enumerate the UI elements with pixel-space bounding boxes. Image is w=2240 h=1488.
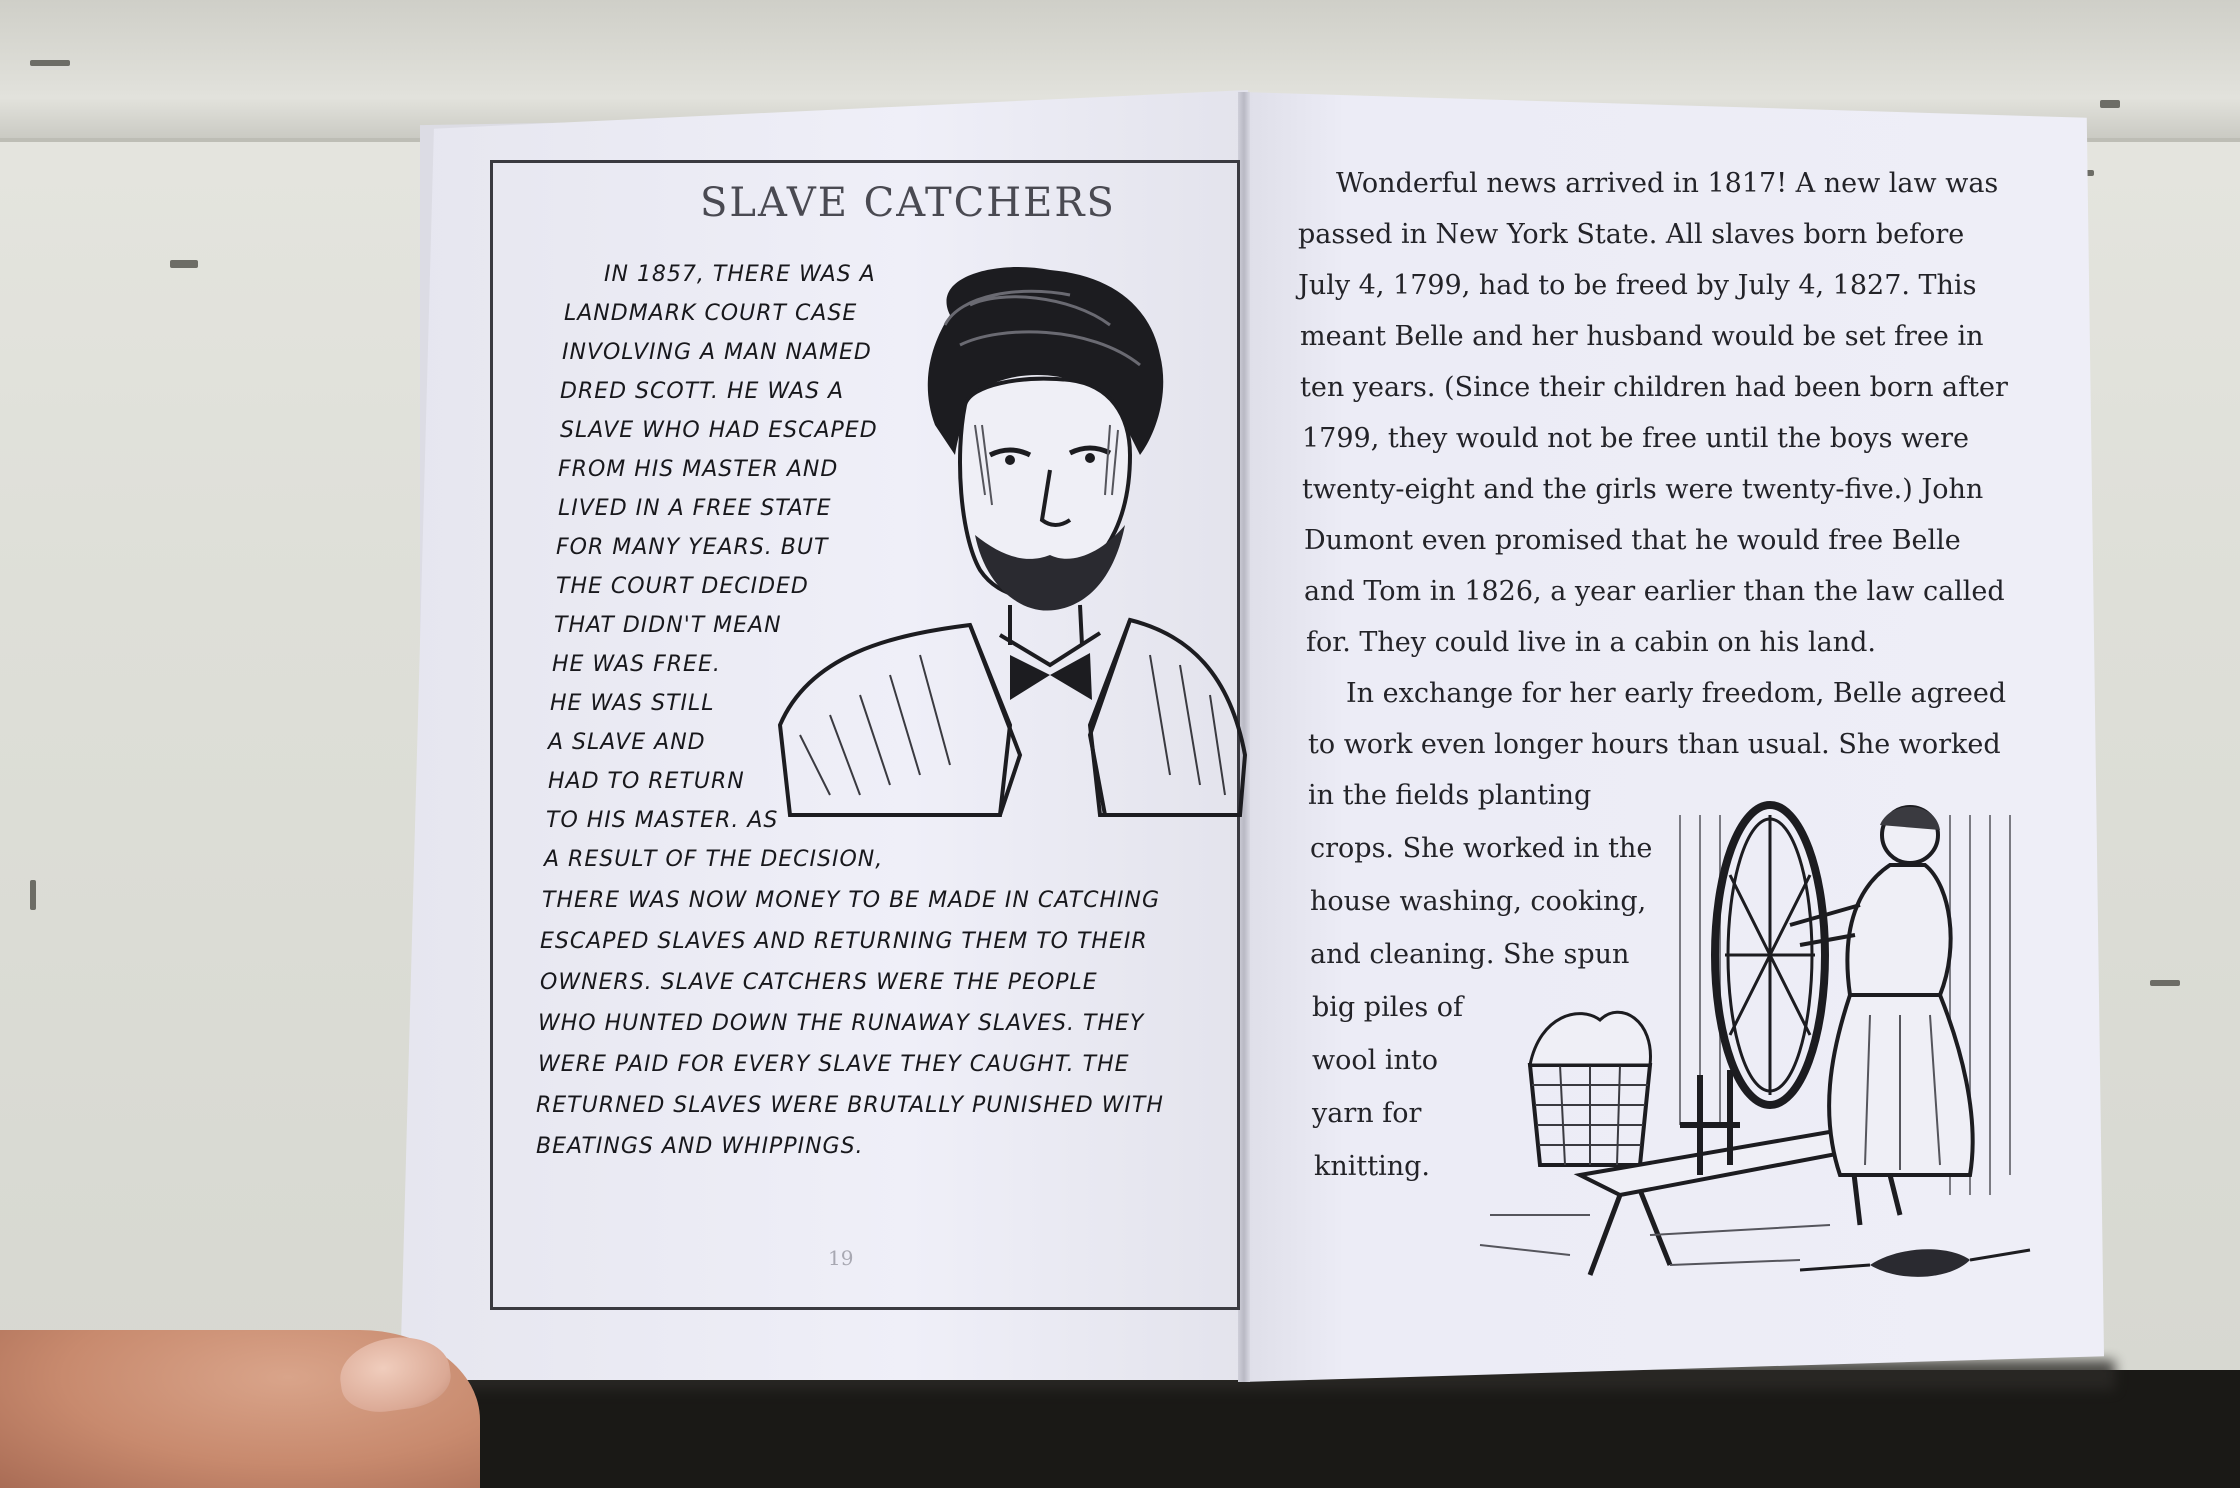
body-line: wool into xyxy=(1312,1045,1438,1076)
body-line: FROM HIS MASTER AND xyxy=(558,457,839,482)
body-line: THAT DIDN'T MEAN xyxy=(554,613,782,638)
spinning-wheel-illustration xyxy=(1470,795,2040,1295)
body-line: meant Belle and her husband would be set free in xyxy=(1300,321,1984,352)
paint-crack xyxy=(30,60,70,66)
body-line: and Tom in 1826, a year earlier than the law called xyxy=(1304,576,2005,607)
body-line: THE COURT DECIDED xyxy=(556,574,809,599)
body-line: FOR MANY YEARS. BUT xyxy=(556,535,829,560)
body-line: LIVED IN A FREE STATE xyxy=(558,496,832,521)
paint-crack xyxy=(30,880,36,910)
body-line: house washing, cooking, xyxy=(1310,886,1647,917)
body-line: ten years. (Since their children had been born after xyxy=(1300,372,2008,403)
body-line: LANDMARK COURT CASE xyxy=(564,301,858,326)
body-line: RETURNED SLAVES WERE BRUTALLY PUNISHED WITH xyxy=(536,1093,1164,1118)
page-number: 19 xyxy=(828,1246,854,1270)
body-line: In exchange for her early freedom, Belle agreed xyxy=(1346,678,2007,709)
body-line: July 4, 1799, had to be freed by July 4, 1827. This xyxy=(1298,270,1977,301)
body-line: 1799, they would not be free until the boys were xyxy=(1302,423,1970,454)
body-line: WERE PAID FOR EVERY SLAVE THEY CAUGHT. THE xyxy=(538,1052,1130,1077)
body-line: A SLAVE AND xyxy=(548,730,706,755)
body-line: HAD TO RETURN xyxy=(548,769,745,794)
body-line: Dumont even promised that he would free Belle xyxy=(1304,525,1961,556)
body-line: A RESULT OF THE DECISION, xyxy=(544,847,884,872)
body-line: knitting. xyxy=(1314,1151,1430,1182)
body-line: THERE WAS NOW MONEY TO BE MADE IN CATCHING xyxy=(542,888,1161,913)
paint-crack xyxy=(170,260,198,268)
body-line: and cleaning. She spun xyxy=(1310,939,1630,970)
dred-scott-portrait-illustration xyxy=(770,255,1250,815)
body-line: yarn for xyxy=(1312,1098,1422,1129)
body-line: WHO HUNTED DOWN THE RUNAWAY SLAVES. THEY xyxy=(538,1011,1145,1036)
body-line: twenty-eight and the girls were twenty-five.) John xyxy=(1302,474,1984,505)
body-line: big piles of xyxy=(1312,992,1464,1023)
body-line: DRED SCOTT. HE WAS A xyxy=(560,379,845,404)
body-line: passed in New York State. All slaves born before xyxy=(1298,219,1965,250)
body-line: to work even longer hours than usual. She worked xyxy=(1308,729,2001,760)
body-line: crops. She worked in the xyxy=(1310,833,1653,864)
body-line: HE WAS STILL xyxy=(550,691,715,716)
body-line: ESCAPED SLAVES AND RETURNING THEM TO THEIR xyxy=(540,929,1148,954)
page-title: SLAVE CATCHERS xyxy=(700,180,1116,226)
body-line: SLAVE WHO HAD ESCAPED xyxy=(560,418,878,443)
body-line: TO HIS MASTER. AS xyxy=(546,808,779,833)
body-line: in the fields planting xyxy=(1308,780,1592,811)
body-line: OWNERS. SLAVE CATCHERS WERE THE PEOPLE xyxy=(540,970,1098,995)
body-line: for. They could live in a cabin on his land. xyxy=(1306,627,1876,658)
paint-crack xyxy=(2150,980,2180,986)
body-line: BEATINGS AND WHIPPINGS. xyxy=(536,1134,864,1159)
body-line: HE WAS FREE. xyxy=(552,652,721,677)
body-line: INVOLVING A MAN NAMED xyxy=(562,340,872,365)
body-line: IN 1857, THERE WAS A xyxy=(604,262,876,287)
body-line: Wonderful news arrived in 1817! A new law was xyxy=(1336,168,1999,199)
paint-crack xyxy=(2100,100,2120,108)
